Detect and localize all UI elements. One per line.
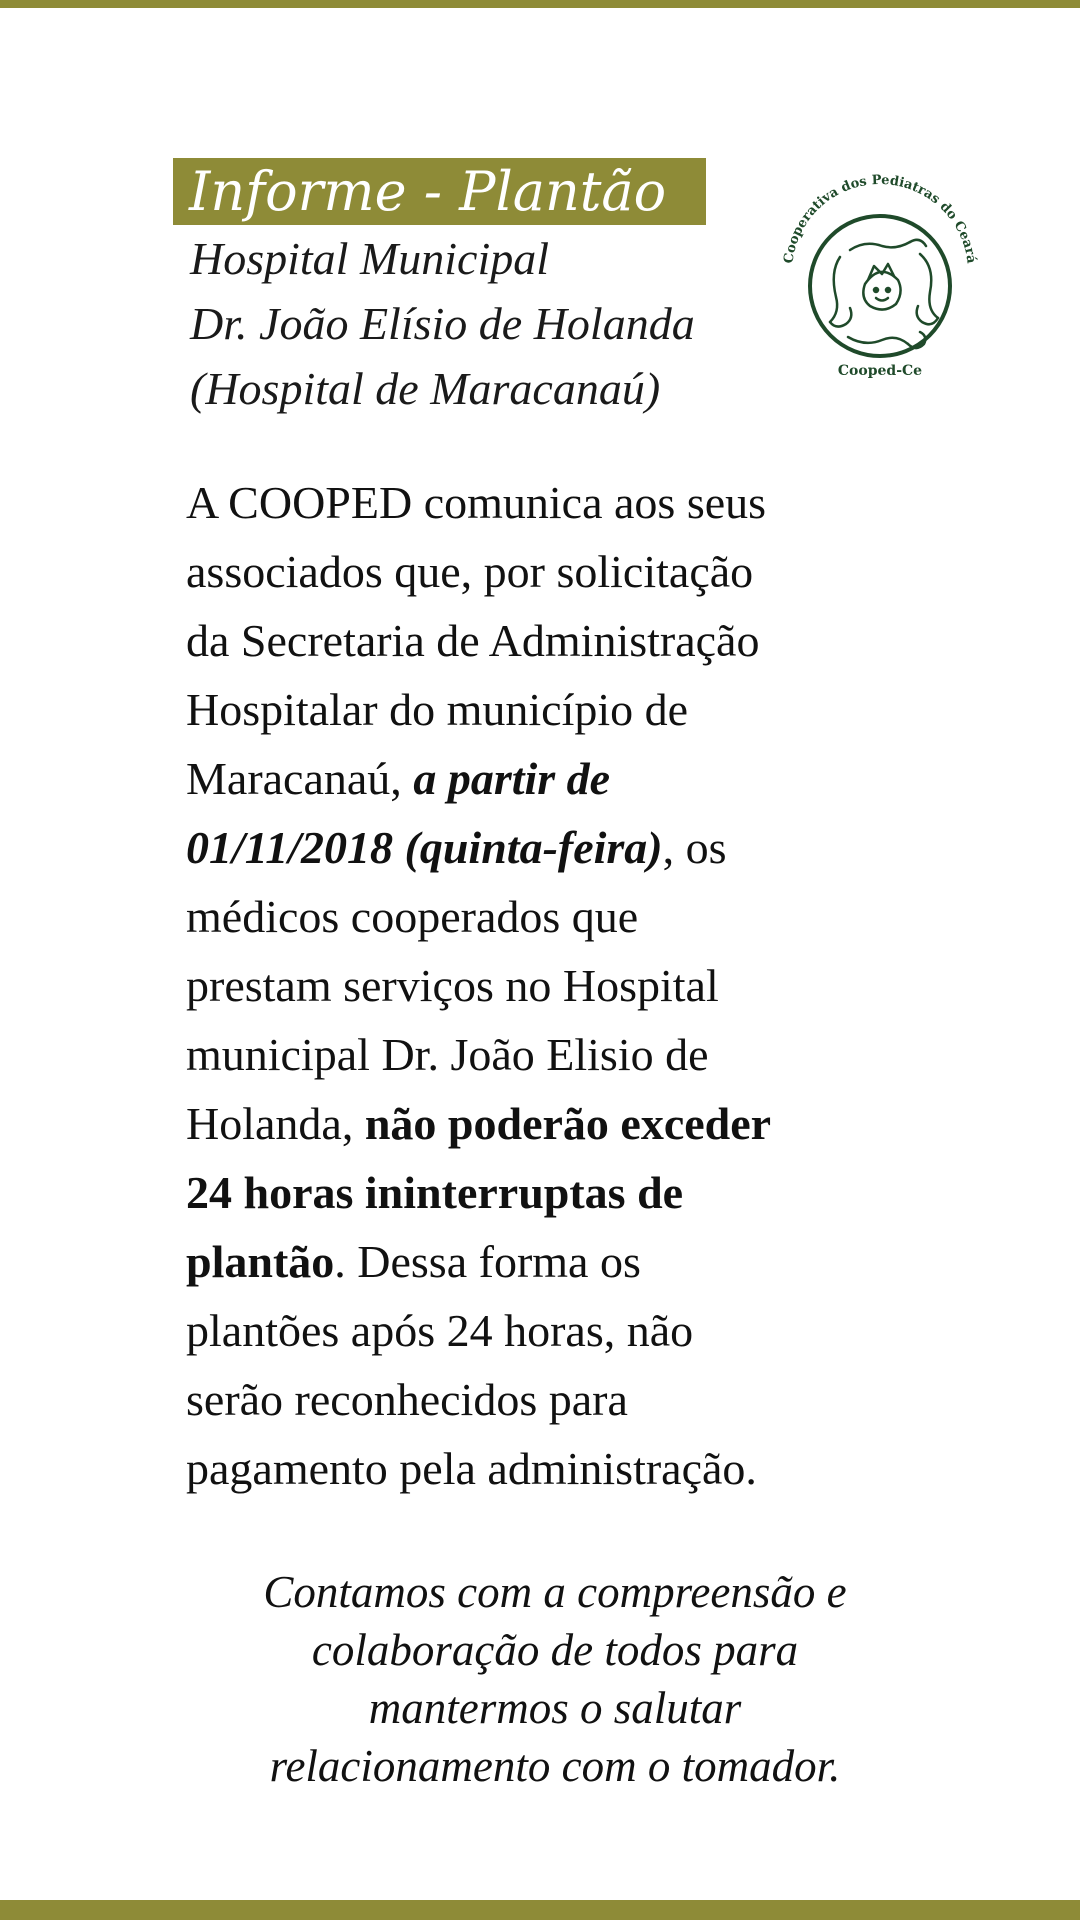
body-line: associados que, por solicitação bbox=[186, 546, 754, 597]
body-line bbox=[186, 813, 906, 882]
hospital-line-1: Hospital Municipal bbox=[190, 233, 550, 284]
closing-line-3: mantermos o salutar bbox=[368, 1683, 742, 1733]
closing-line-2: colaboração de todos para bbox=[311, 1625, 799, 1675]
body-text-normal: Maracanaú, bbox=[186, 753, 402, 804]
body-line: pagamento pela administração. bbox=[186, 1443, 757, 1494]
announcement-body bbox=[186, 468, 906, 1503]
body-line: médicos cooperados que bbox=[186, 891, 639, 942]
body-line: plantões após 24 horas, não bbox=[186, 1305, 694, 1356]
body-line: prestam serviços no Hospital bbox=[186, 960, 719, 1011]
body-line: serão reconhecidos para bbox=[186, 1374, 628, 1425]
hospital-line-3: (Hospital de Maracanaú) bbox=[190, 363, 661, 414]
body-line: municipal Dr. João Elisio de bbox=[186, 1029, 709, 1080]
effective-date-emphasis: a partir de bbox=[401, 753, 611, 804]
body-text-normal: . Dessa forma os bbox=[334, 1236, 641, 1287]
rule-emphasis: plantão bbox=[186, 1236, 335, 1287]
body-text-normal: Holanda, bbox=[186, 1098, 365, 1149]
body-line bbox=[186, 744, 906, 813]
body-line: Hospitalar do município de bbox=[186, 684, 689, 735]
hospital-line-2: Dr. João Elísio de Holanda bbox=[190, 298, 695, 349]
bottom-accent-bar bbox=[0, 1900, 1080, 1920]
closing-line-4: relacionamento com o tomador. bbox=[269, 1741, 841, 1791]
hospital-name-block bbox=[190, 226, 750, 421]
body-line bbox=[186, 1089, 906, 1158]
rule-emphasis-line: 24 horas ininterruptas de bbox=[186, 1167, 684, 1218]
logo-arc-text: Cooperativa dos Pediatras do Ceará bbox=[781, 172, 979, 265]
closing-message bbox=[140, 1563, 970, 1795]
closing-line-1: Contamos com a compreensão e bbox=[263, 1567, 847, 1617]
cooped-logo bbox=[770, 162, 990, 382]
effective-date: 01/11/2018 (quinta-feira) bbox=[186, 822, 663, 873]
body-line: da Secretaria de Administração bbox=[186, 615, 760, 666]
body-line: A COOPED comunica aos seus bbox=[186, 477, 767, 528]
page-title: Informe - Plantão bbox=[173, 158, 706, 225]
logo-bottom-text: Cooped-Ce bbox=[837, 363, 923, 379]
top-accent-bar bbox=[0, 0, 1080, 8]
body-text-normal: , os bbox=[662, 822, 727, 873]
rule-emphasis: não poderão exceder bbox=[364, 1098, 772, 1149]
body-line bbox=[186, 1227, 906, 1296]
